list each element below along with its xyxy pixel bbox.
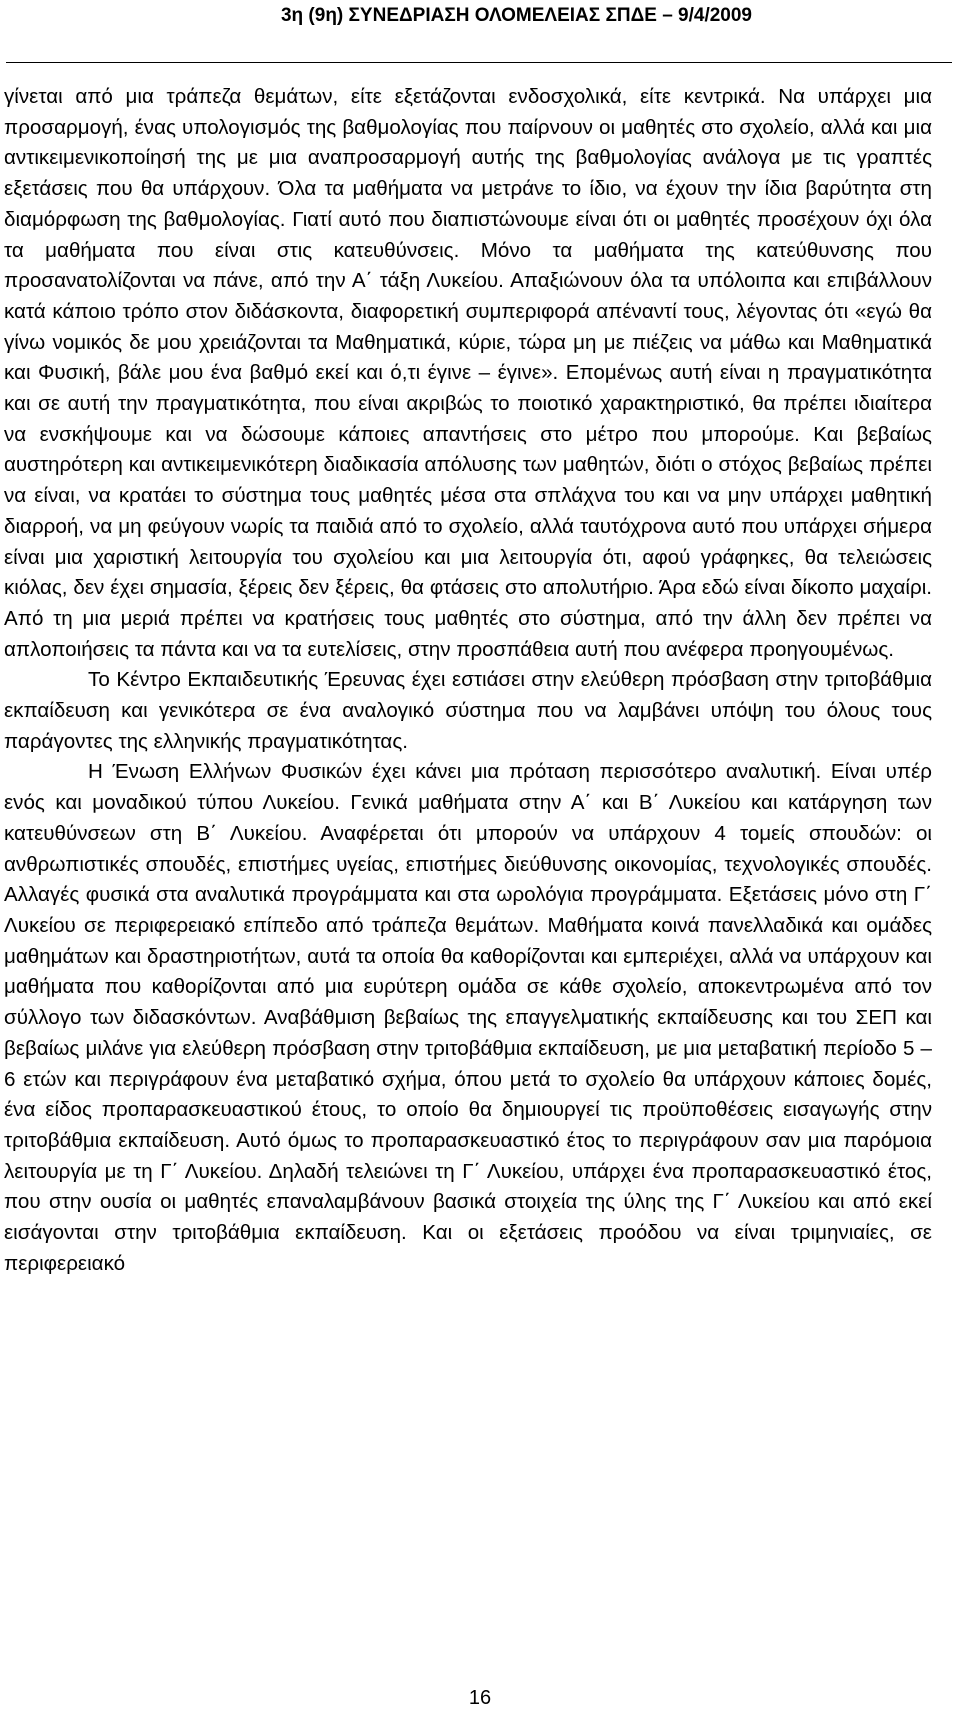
page-number: 16 bbox=[468, 1687, 492, 1709]
header-divider bbox=[6, 62, 952, 63]
session-title: 3η (9η) ΣΥΝΕΔΡΙΑΣΗ ΟΛΟΜΕΛΕΙΑΣ ΣΠΔΕ – 9/4/2009 bbox=[280, 5, 752, 26]
paragraph: Το Κέντρο Εκπαιδευτικής Έρευνας έχει εστιάσει στην ελεύθερη πρόσβαση στην τριτοβάθμια εκπαίδευση και γενικότερα σε ένα αναλογικό σύστημα που να λαμβάνει υπόψη του όλους τους παράγοντες της ελληνικής πραγματικότητας. bbox=[4, 668, 932, 753]
paragraph: γίνεται από μια τράπεζα θεμάτων, είτε εξετάζονται ενδοσχολικά, είτε κεντρικά. Να υπάρχει μια προσαρμογή, ένας υπολογισμός της βαθμολογίας που παίρνουν οι μαθητές στο σχολείο, αλλά και μια αντικειμενικοποίησή της με μια αναπροσαρμογή αυτής της βαθμολογίας ανάλογα με τις γραπτές εξετάσεις που θα υπάρχουν. Όλα τα μαθήματα να μετράνε το ίδιο, να έχουν την ίδια βαρύτητα στη διαμόρφωση της βαθμολογίας. Γιατί αυτό που διαπιστώνουμε είναι ότι οι μαθητές προσέχουν όχι όλα τα μαθήματα που είναι στις κατευθύνσεις. Μόνο τα μαθήματα της κατεύθυνσης που προσανατολίζονται να πάνε, από την Α΄ τάξη Λυκείου. Απαξιώνουν όλα τα υπόλοιπα και επιβάλλουν κατά κάποιο τρόπο στον διδάσκοντα, διαφορετική συμπεριφορά απέναντί τους, λέγοντας ότι «εγώ θα γίνω νομικός δε μου χρειάζονται τα Μαθηματικά, κύριε, τώρα μη με πιέζεις να μάθω και Μαθηματικά και Φυσική, βάλε μου ένα βαθμό εκεί και ό,τι έγινε – έγινε». Επομένως αυτή είναι η πραγματικότητα και σε αυτή την πραγματικότητα, που είναι ακριβώς το ποιοτικό χαρακτηριστικό, θα πρέπει ιδιαίτερα να ενσκήψουμε και να δώσουμε κάποιες απαντήσεις στο μέτρο που μπορούμε. Και βεβαίως αυστηρότερη και αντικειμενικότερη διαδικασία απόλυσης των μαθητών, διότι ο στόχος βεβαίως πρέπει να είναι, να κρατάει το σύστημα τους μαθητές μέσα στα σπλάχνα του και να μην υπάρχει μαθητική διαρροή, να μη φεύγουν νωρίς τα παιδιά από το σχολείο, αλλά ταυτόχρονα αυτό που υπάρχει σήμερα είναι μια χαριστική λειτουργία του σχολείου και μια λειτουργία ότι, αφού γράφηκες, θα τελειώσεις κιόλας, δεν έχει σημασία, ξέρεις δεν ξέρεις, θα φτάσεις στο απολυτήριο. Άρα εδώ είναι δίκοπο μαχαίρι. Από τη μια μεριά πρέπει να κρατήσεις τους μαθητές στο σύστημα, από την άλλη δεν πρέπει να απλοποιήσεις τα πάντα και να τα ευτελίσεις, στην προσπάθεια αυτή που ανέφερα προηγουμένως. bbox=[4, 85, 932, 661]
page-header bbox=[0, 4, 960, 40]
paragraph: Η Ένωση Ελλήνων Φυσικών έχει κάνει μια πρόταση περισσότερο αναλυτική. Είναι υπέρ ενός και μοναδικού τύπου Λυκείου. Γενικά μαθήματα στην Α΄ και Β΄ Λυκείου και κατάργηση των κατευθύνσεων στη Β΄ Λυκείου. Αναφέρεται ότι μπορούν να υπάρχουν 4 τομείς σπουδών: οι ανθρωπιστικές σπουδές, επιστήμες υγείας, επιστήμες διεύθυνσης οικονομίας, τεχνολογικές σπουδές. Αλλαγές φυσικά στα αναλυτικά προγράμματα και στα ωρολόγια προγράμματα. Εξετάσεις μόνο στη Γ΄ Λυκείου σε περιφερειακό επίπεδο από τράπεζα θεμάτων. Μαθήματα κοινά πανελλαδικά και ομάδες μαθημάτων και δραστηριοτήτων, αυτά τα οποία θα καθορίζονται και εμπεριέχει, αλλά να υπάρχουν και μαθήματα που καθορίζονται από μια ευρύτερη ομάδα σε κάθε σχολείο, αποκεντρωμένα από τον σύλλογο των διδασκόντων. Αναβάθμιση βεβαίως της επαγγελματικής εκπαίδευσης και του ΣΕΠ και βεβαίως μιλάνε για ελεύθερη πρόσβαση στην τριτοβάθμια εκπαίδευση, με μια μεταβατική περίοδο 5 – 6 ετών και περιγράφουν ένα μεταβατικό σχήμα, όπου μετά το σχολείο θα υπάρχουν κάποιες δομές, ένα είδος προπαρασκευαστικού έτους, το οποίο θα δημιουργεί τις προϋποθέσεις εισαγωγής στην τριτοβάθμια εκπαίδευση. Αυτό όμως το προπαρασκευαστικό έτος το περιγράφουν σαν μια παρόμοια λειτουργία με τη Γ΄ Λυκείου. Δηλαδή τελειώνει τη Γ΄ Λυκείου, υπάρχει ένα προπαρασκευαστικό έτος, που στην ουσία οι μαθητές επαναλαμβάνουν βασικά στοιχεία της ύλης της Γ΄ Λυκείου και από εκεί εισάγονται στην τριτοβάθμια εκπαίδευση. Και οι εξετάσεις προόδου να είναι τριμηνιαίες, σε περιφερειακό bbox=[4, 760, 932, 1275]
transcript-body bbox=[4, 82, 932, 1279]
